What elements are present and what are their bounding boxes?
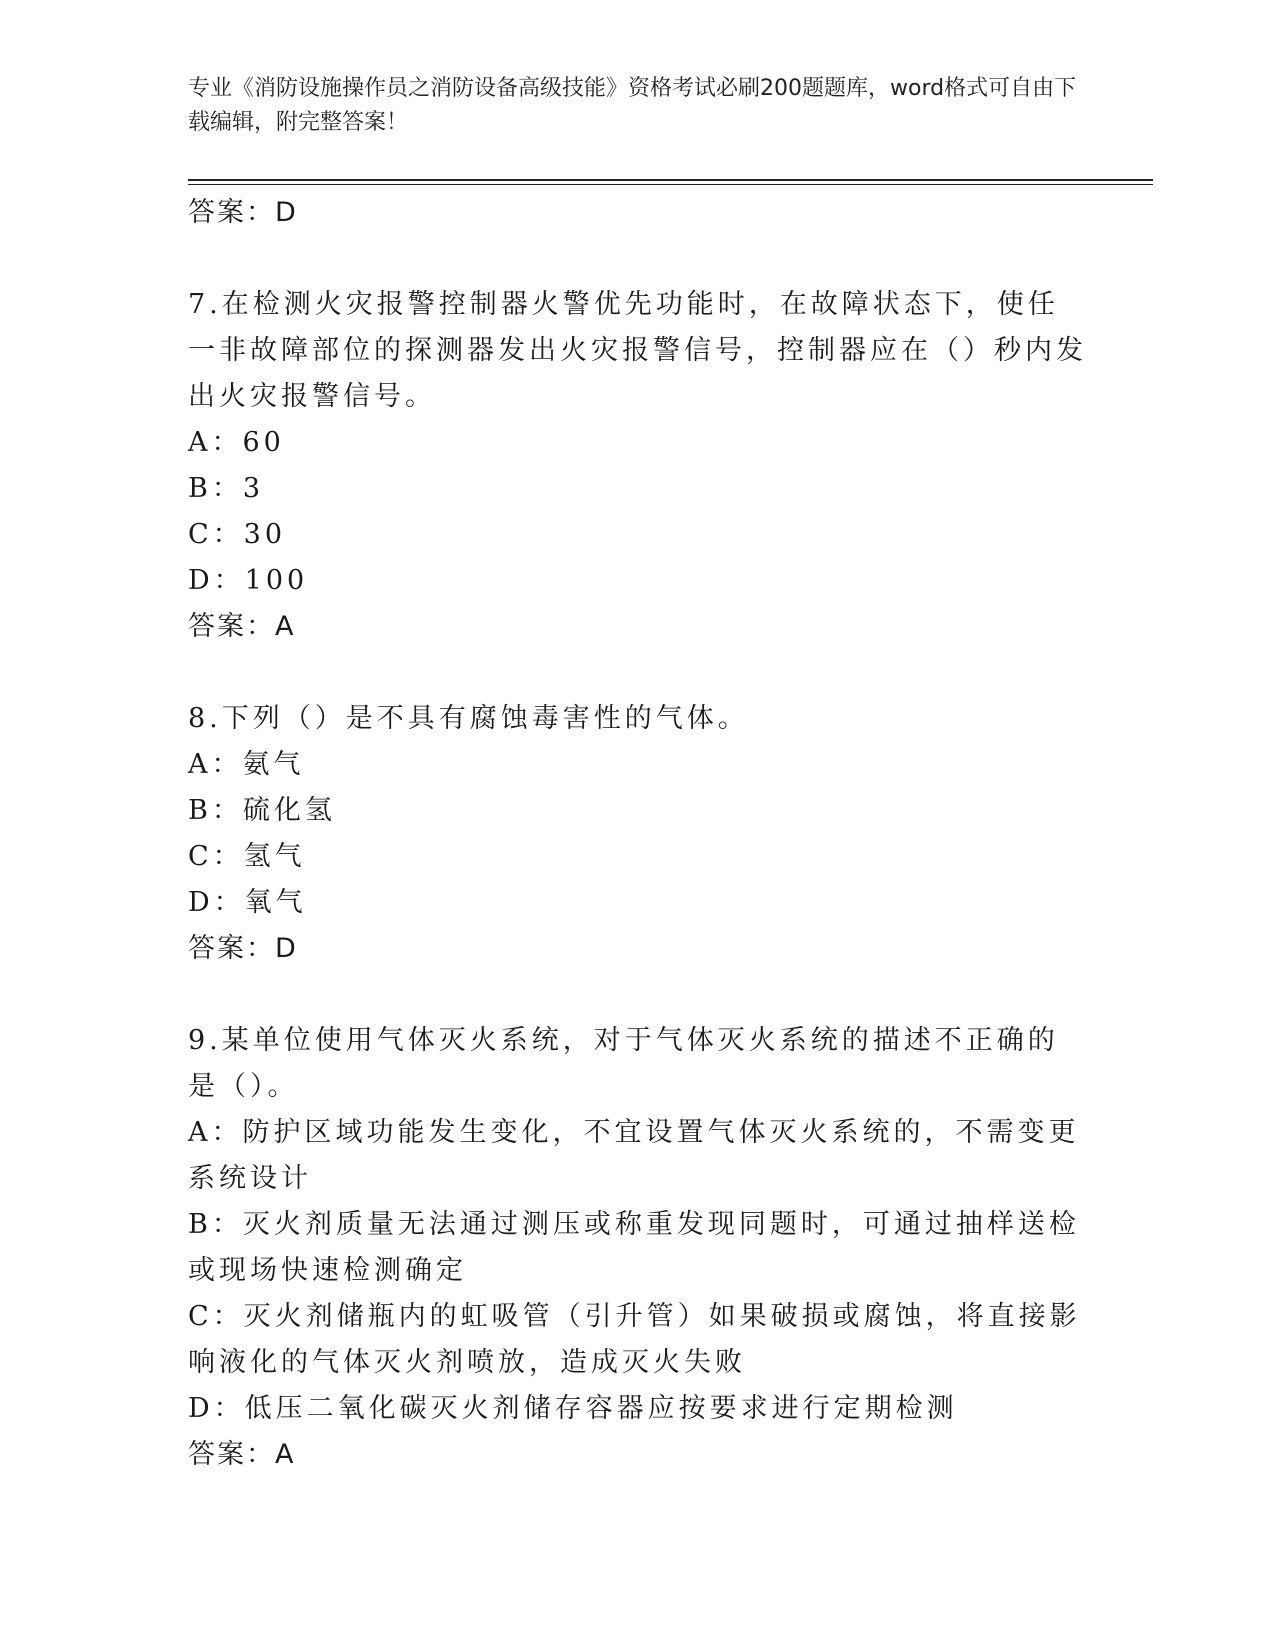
question-stem: 9.某单位使用气体灭火系统，对于气体灭火系统的描述不正确的是（）。: [188, 1025, 1059, 1102]
answer-line: 答案：D: [188, 933, 298, 964]
header-rule-thin: [188, 184, 1153, 185]
document-header: 专业《消防设施操作员之消防设备高级技能》资格考试必刷200题题库，word格式可自由下载编辑，附完整答案！: [188, 76, 1077, 135]
question-stem: 8.下列（）是不具有腐蚀毒害性的气体。: [188, 703, 749, 734]
option-c: C：灭火剂储瓶内的虹吸管（引升管）如果破损或腐蚀，将直接影响液化的气体灭火剂喷放，造成灭火失败: [188, 1301, 1081, 1378]
answer-line: 答案：A: [188, 1439, 296, 1470]
answer-line: 答案：A: [188, 611, 296, 642]
question-9: [188, 1018, 1088, 1478]
question-stem: 7.在检测火灾报警控制器火警优先功能时，在故障状态下，使任一非故障部位的探测器发出火灾报警信号，控制器应在（）秒内发出火灾报警信号。: [188, 289, 1087, 412]
option-d: D：低压二氧化碳灭火剂储存容器应按要求进行定期检测: [188, 1393, 958, 1424]
option-a: A：氨气: [188, 749, 305, 780]
option-a: A：防护区域功能发生变化，不宜设置气体灭火系统的，不需变更系统设计: [188, 1117, 1080, 1194]
option-d: D：氧气: [188, 887, 307, 918]
option-c: C：30: [188, 519, 287, 550]
option-b: B：3: [188, 473, 265, 504]
option-b: B：硫化氢: [188, 795, 336, 826]
answer-line: 答案：D: [188, 197, 298, 228]
option-c: C：氢气: [188, 841, 306, 872]
option-b: B：灭火剂质量无法通过测压或称重发现同题时，可通过抽样送检或现场快速检测确定: [188, 1209, 1080, 1286]
question-7: [188, 282, 1088, 650]
option-d: D：100: [188, 565, 309, 596]
question-list: [188, 190, 1088, 1478]
header-rule-thick: [188, 179, 1153, 181]
option-a: A：60: [188, 427, 285, 458]
question-8: [188, 696, 1088, 972]
